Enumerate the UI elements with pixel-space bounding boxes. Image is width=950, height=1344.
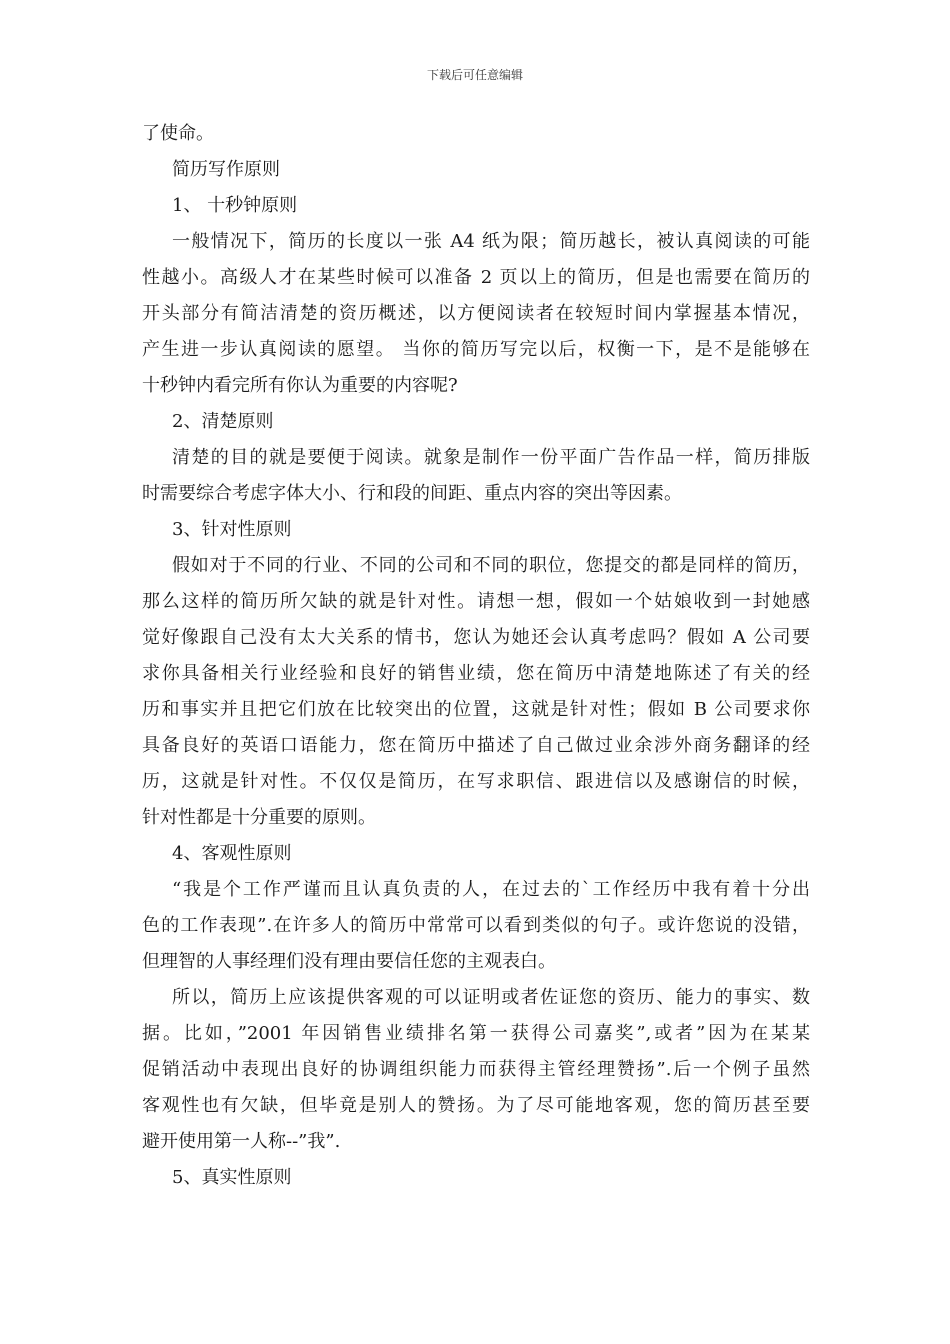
paragraph-line: 促销活动中表现出良好的协调组织能力而获得主管经理赞扬”.后一个例子虽然 <box>142 1059 810 1080</box>
paragraph-line: 了使命。 <box>142 123 214 144</box>
section-heading: 2、清楚原则 <box>172 411 274 432</box>
paragraph-line: 性越小。高级人才在某些时候可以准备 2 页以上的简历，但是也需要在简历的 <box>142 267 810 288</box>
paragraph-line: 客观性也有欠缺，但毕竟是别人的赞扬。为了尽可能地客观，您的简历甚至要 <box>142 1095 810 1116</box>
section-heading: 3、针对性原则 <box>172 519 292 540</box>
paragraph-line: 具备良好的英语口语能力，您在简历中描述了自己做过业余涉外商务翻译的经 <box>142 735 810 756</box>
paragraph-line: 所以，简历上应该提供客观的可以证明或者佐证您的资历、能力的事实、数 <box>172 987 810 1008</box>
paragraph-line: 据。比如，”2001 年因销售业绩排名第一获得公司嘉奖”,或者”因为在某某 <box>142 1023 810 1044</box>
paragraph-line: “我是个工作严谨而且认真负责的人，在过去的`工作经历中我有着十分出 <box>172 879 810 900</box>
document-body <box>142 116 810 1196</box>
paragraph-line: 开头部分有简洁清楚的资历概述，以方便阅读者在较短时间内掌握基本情况， <box>142 303 810 324</box>
paragraph-line: 时需要综合考虑字体大小、行和段的间距、重点内容的突出等因素。 <box>142 483 682 504</box>
section-heading: 4、客观性原则 <box>172 843 292 864</box>
paragraph-line: 清楚的目的就是要便于阅读。就象是制作一份平面广告作品一样，简历排版 <box>172 447 810 468</box>
paragraph-line: 那么这样的简历所欠缺的就是针对性。请想一想，假如一个姑娘收到一封她感 <box>142 591 810 612</box>
paragraph-line: 针对性都是十分重要的原则。 <box>142 807 376 828</box>
paragraph-line: 十秒钟内看完所有你认为重要的内容呢? <box>142 375 458 396</box>
paragraph-line: 历，这就是针对性。不仅仅是简历，在写求职信、跟进信以及感谢信的时候， <box>142 771 810 792</box>
section-heading: 简历写作原则 <box>172 159 280 180</box>
paragraph-line: 历和事实并且把它们放在比较突出的位置，这就是针对性；假如 B 公司要求你 <box>142 699 810 720</box>
paragraph-line: 色的工作表现”.在许多人的简历中常常可以看到类似的句子。或许您说的没错， <box>142 915 810 936</box>
paragraph-line: 但理智的人事经理们没有理由要信任您的主观表白。 <box>142 951 556 972</box>
paragraph-line: 避开使用第一人称--”我”. <box>142 1131 341 1152</box>
paragraph-line: 假如对于不同的行业、不同的公司和不同的职位，您提交的都是同样的简历， <box>172 555 810 576</box>
paragraph-line: 觉好像跟自己没有太大关系的情书，您认为她还会认真考虑吗？假如 A 公司要 <box>142 627 810 648</box>
section-heading: 5、真实性原则 <box>172 1167 292 1188</box>
page-header: 下载后可任意编辑 <box>426 68 523 82</box>
section-heading: 1、 十秒钟原则 <box>172 195 298 216</box>
paragraph-line: 产生进一步认真阅读的愿望。 当你的简历写完以后，权衡一下，是不是能够在 <box>142 339 810 360</box>
paragraph-line: 求你具备相关行业经验和良好的销售业绩，您在简历中清楚地陈述了有关的经 <box>142 663 810 684</box>
paragraph-line: 一般情况下，简历的长度以一张 A4 纸为限；简历越长，被认真阅读的可能 <box>172 231 810 252</box>
